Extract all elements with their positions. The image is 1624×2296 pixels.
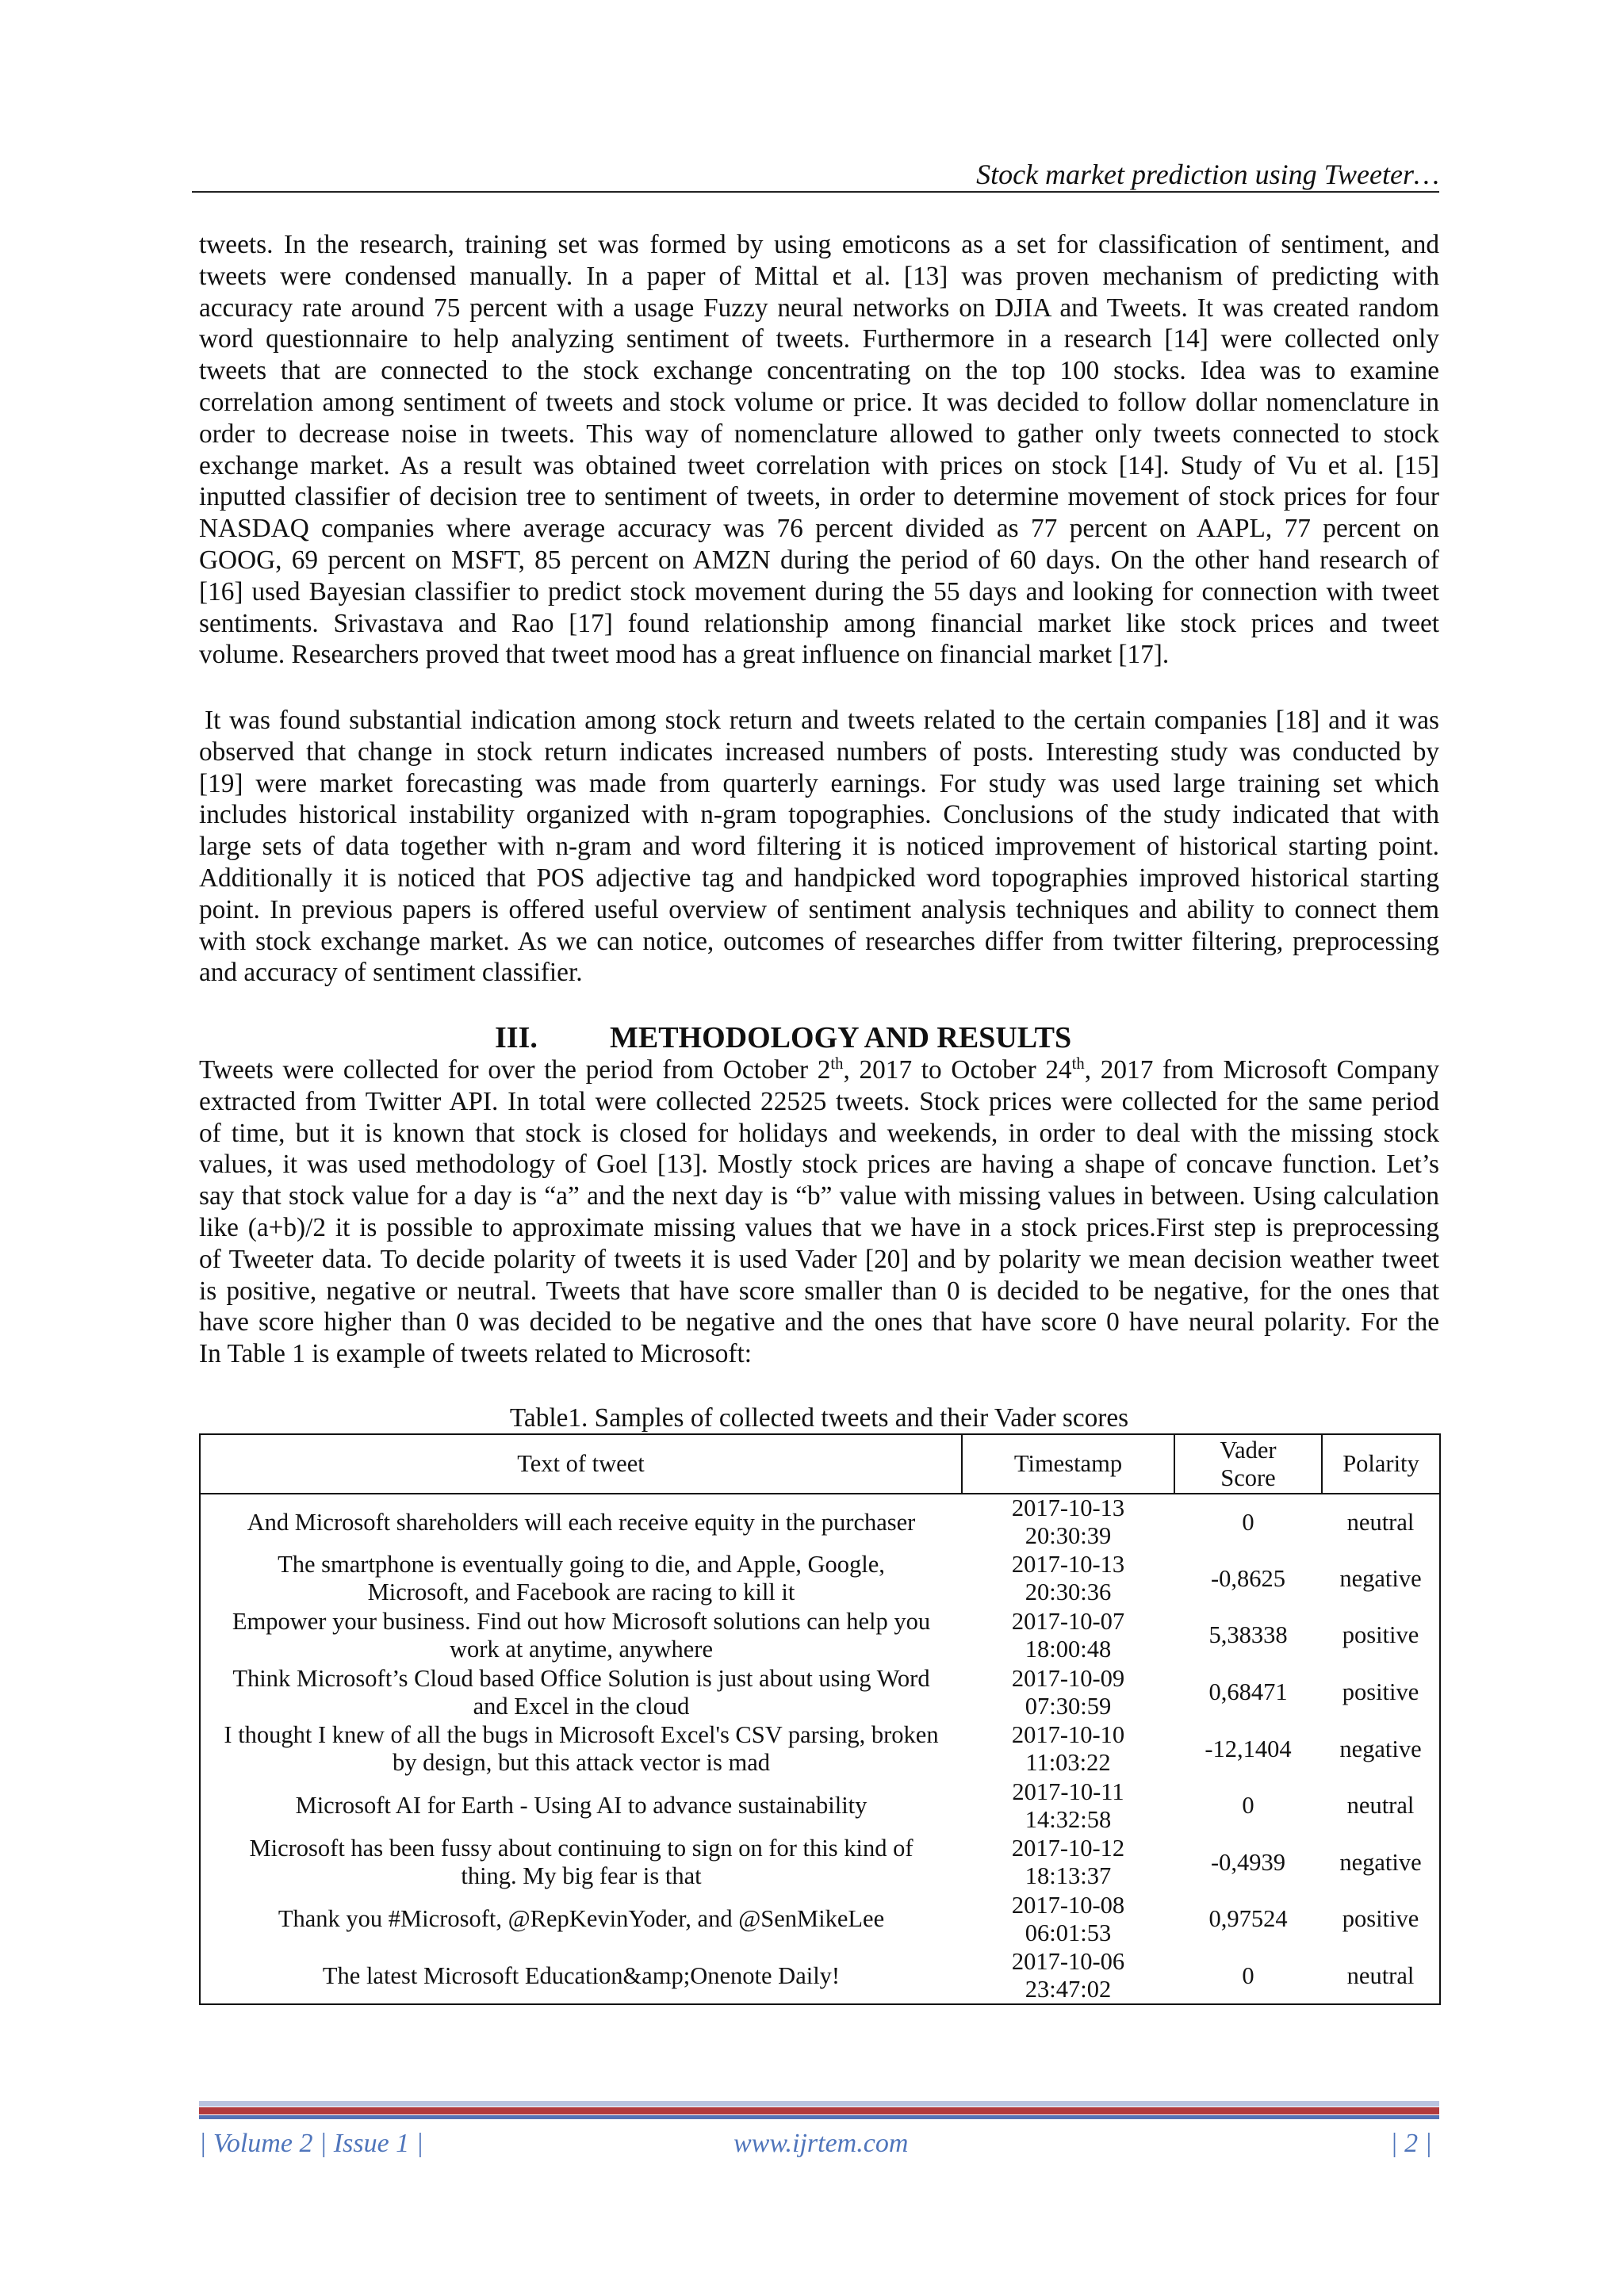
cell-vader-score: 0	[1242, 1792, 1254, 1820]
text-line: have score higher than 0 was decided to be negative and the ones that have score 0 have neural polarity. For the	[199, 1307, 1439, 1337]
tweet-text-line: And Microsoft shareholders will each receive equity in the purchaser	[247, 1508, 916, 1536]
footer-rule-red	[199, 2107, 1439, 2114]
timestamp-time: 18:00:48	[1025, 1635, 1112, 1663]
header-vader-score-line: Score	[1220, 1464, 1276, 1491]
cell-timestamp	[962, 1835, 1174, 1892]
table-row	[200, 1551, 1440, 1608]
running-title: Stock market prediction using Tweeter…	[976, 159, 1439, 190]
text-line: [16] used Bayesian classifier to predict stock movement during the 55 days and looking for connection with tweet	[199, 576, 1439, 607]
tweets-table	[199, 1433, 1441, 2005]
timestamp-date: 2017-10-11	[1012, 1777, 1124, 1805]
cell-polarity: negative	[1339, 1735, 1422, 1762]
cell-vader-score: -12,1404	[1205, 1735, 1292, 1762]
text-line: inputted classifier of decision tree to sentiment of tweets, in order to determine movement of stock prices for four	[199, 482, 1439, 512]
cell-tweet-text	[200, 1835, 962, 1892]
cell-tweet-text	[200, 1494, 962, 1551]
cell-vader-score: -0,8625	[1210, 1564, 1286, 1592]
header-vader-score	[1174, 1434, 1322, 1494]
timestamp-time: 23:47:02	[1025, 1976, 1112, 2003]
cell-polarity: positive	[1342, 1905, 1419, 1933]
cell-tweet-text	[200, 1664, 962, 1721]
timestamp-date: 2017-10-10	[1011, 1721, 1125, 1749]
tweet-text-line: I thought I knew of all the bugs in Microsoft Excel's CSV parsing, broken	[224, 1721, 939, 1749]
timestamp-time: 18:13:37	[1025, 1862, 1112, 1890]
text-line: tweets that are connected to the stock exchange concentrating on the top 100 stocks. Idea was to examine	[199, 356, 1439, 386]
table-row	[200, 1777, 1440, 1835]
paragraph-1	[199, 229, 1439, 671]
table-row	[200, 1664, 1440, 1721]
header-rule	[192, 191, 1439, 193]
text-segment: Tweets were collected for over the period from October 2	[199, 1055, 831, 1085]
cell-timestamp	[962, 1948, 1174, 2005]
table-row	[200, 1494, 1440, 1551]
cell-timestamp	[962, 1664, 1174, 1721]
cell-timestamp	[962, 1777, 1174, 1835]
tweet-text-line: The smartphone is eventually going to die, and Apple, Google,	[278, 1551, 885, 1578]
footer-volume-issue: | Volume 2 | Issue 1 |	[199, 2129, 424, 2158]
footer-rule-light	[199, 2101, 1439, 2107]
tweet-text-line: work at anytime, anywhere	[450, 1635, 713, 1663]
text-line: exchange market. As a result was obtained tweet correlation with prices on stock [14]. Study of Vu et al. [15]	[199, 450, 1439, 480]
cell-polarity: neutral	[1346, 1961, 1415, 1989]
footer-rule-blue	[199, 2115, 1439, 2119]
superscript: th	[1071, 1054, 1085, 1073]
table-row	[200, 1607, 1440, 1664]
text-line: observed that change in stock return indicates increased numbers of posts. Interesting study was conducted by	[199, 737, 1439, 767]
cell-polarity: neutral	[1346, 1792, 1415, 1820]
section-title: METHODOLOGY AND RESULTS	[610, 1021, 1072, 1054]
cell-timestamp	[962, 1494, 1174, 1551]
text-line: like (a+b)/2 it is possible to approximate missing values that we have in a stock prices.First step is preprocessing	[199, 1212, 1439, 1242]
text-line: NASDAQ companies where average accuracy was 76 percent divided as 77 percent on AAPL, 77 percent on	[199, 514, 1439, 544]
timestamp-date: 2017-10-09	[1011, 1664, 1125, 1692]
tweet-text-line: and Excel in the cloud	[473, 1692, 690, 1720]
tweet-text-line: The latest Microsoft Education&amp;Onenote Daily!	[322, 1961, 841, 1989]
text-line: GOOG, 69 percent on MSFT, 85 percent on AMZN during the period of 60 days. On the other hand research of	[199, 545, 1439, 575]
timestamp-date: 2017-10-13	[1011, 1551, 1125, 1578]
header-text-of-tweet: Text of tweet	[200, 1434, 962, 1494]
cell-vader-score: 0,97524	[1208, 1905, 1288, 1933]
cell-polarity: negative	[1339, 1848, 1422, 1876]
text-line: Additionally it is noticed that POS adjective tag and handpicked word topographies improved historical starting	[199, 863, 1439, 893]
text-line: sentiments. Srivastava and Rao [17] found relationship among financial market like stock prices and tweet	[199, 608, 1439, 638]
text-line: values, it was used methodology of Goel [13]. Mostly stock prices are having a shape of concave function. Let’s	[199, 1150, 1439, 1180]
cell-polarity: negative	[1339, 1564, 1422, 1592]
table-row	[200, 1835, 1440, 1892]
text-line: tweets. In the research, training set was formed by using emoticons as a set for classification of sentiment, and	[199, 230, 1439, 259]
timestamp-time: 14:32:58	[1025, 1805, 1112, 1833]
header-timestamp: Timestamp	[962, 1434, 1174, 1494]
tweet-text-line: Microsoft, and Facebook are racing to kill it	[367, 1578, 795, 1606]
text-line: of time, but it is known that stock is closed for holidays and weekends, in order to deal with the missing stock	[199, 1118, 1439, 1148]
footer-website: www.ijrtem.com	[733, 2129, 909, 2158]
tweet-text-line: thing. My big fear is that	[461, 1862, 702, 1890]
section-heading	[0, 1021, 1624, 1054]
cell-timestamp	[962, 1551, 1174, 1608]
tweet-text-line: Thank you #Microsoft, @RepKevinYoder, and @SenMikeLee	[278, 1905, 885, 1933]
cell-timestamp	[962, 1720, 1174, 1777]
table-body	[200, 1494, 1440, 2004]
cell-polarity: positive	[1342, 1678, 1419, 1706]
text-line: [19] were market forecasting was made from quarterly earnings. For study was used large training set which	[199, 768, 1439, 798]
text-line: correlation among sentiment of tweets and stock volume or price. It was decided to follow dollar nomenclature in	[199, 387, 1439, 417]
tweet-text-line: Empower your business. Find out how Microsoft solutions can help you	[232, 1607, 931, 1635]
timestamp-time: 07:30:59	[1025, 1692, 1112, 1720]
text-line: accuracy rate around 75 percent with a usage Fuzzy neural networks on DJIA and Tweets. It was created random	[199, 293, 1439, 323]
text-line: is positive, negative or neutral. Tweets that have score smaller than 0 is decided to be negative, for the ones that	[199, 1276, 1439, 1306]
text-line: It was found substantial indication among stock return and tweets related to the certain companies [18] and it was	[205, 706, 1439, 735]
text-line: tweets were condensed manually. In a paper of Mittal et al. [13] was proven mechanism of predicting with	[199, 261, 1439, 291]
header-vader-score-line: Vader	[1220, 1436, 1277, 1464]
tweet-text-line: by design, but this attack vector is mad	[392, 1749, 771, 1777]
timestamp-date: 2017-10-06	[1011, 1948, 1125, 1976]
cell-tweet-text	[200, 1777, 962, 1835]
tweet-text-line: Microsoft has been fussy about continuing to sign on for this kind of	[249, 1835, 914, 1862]
timestamp-date: 2017-10-13	[1011, 1494, 1125, 1522]
footer-page-number: | 2 |	[1390, 2129, 1432, 2158]
text-line: large sets of data together with n-gram and word filtering it is noticed improvement of historical starting point.	[199, 832, 1439, 862]
text-segment: , 2017 from Microsoft Company	[1084, 1055, 1439, 1085]
table-header-row	[200, 1434, 1440, 1494]
text-line: volume. Researchers proved that tweet mood has a great influence on financial market [17].	[199, 640, 1170, 670]
paragraph-2	[199, 705, 1439, 989]
cell-polarity: positive	[1342, 1621, 1419, 1649]
text-line: order to decrease noise in tweets. This way of nomenclature allowed to gather only tweets connected to stock	[199, 419, 1439, 449]
text-line: word questionnaire to help analyzing sentiment of tweets. Furthermore in a research [14] were collected only	[199, 324, 1439, 354]
superscript: th	[830, 1054, 844, 1073]
cell-timestamp	[962, 1607, 1174, 1664]
text-line: In Table 1 is example of tweets related to Microsoft:	[199, 1339, 753, 1369]
cell-tweet-text	[200, 1607, 962, 1664]
text-line: say that stock value for a day is “a” and the next day is “b” value with missing values in between. Using calculation	[199, 1181, 1439, 1211]
paragraph-3	[199, 1054, 1439, 1370]
cell-tweet-text	[200, 1551, 962, 1608]
cell-vader-score: 0	[1242, 1508, 1254, 1536]
cell-tweet-text	[200, 1720, 962, 1777]
section-number: III.	[495, 1021, 538, 1054]
header-polarity: Polarity	[1322, 1434, 1440, 1494]
cell-vader-score: 5,38338	[1208, 1621, 1288, 1649]
cell-timestamp	[962, 1891, 1174, 1948]
tweet-text-line: Microsoft AI for Earth - Using AI to advance sustainability	[295, 1792, 868, 1820]
text-line: and accuracy of sentiment classifier.	[199, 958, 583, 988]
table-caption: Table1. Samples of collected tweets and their Vader scores	[509, 1403, 1129, 1433]
timestamp-time: 06:01:53	[1025, 1919, 1112, 1946]
text-segment: , 2017 to October 24	[843, 1055, 1072, 1085]
text-line: with stock exchange market. As we can notice, outcomes of researches differ from twitter filtering, preprocessing	[199, 926, 1439, 956]
table-row	[200, 1891, 1440, 1948]
timestamp-date: 2017-10-07	[1011, 1607, 1125, 1635]
table-row	[200, 1720, 1440, 1777]
cell-vader-score: 0,68471	[1208, 1678, 1288, 1706]
timestamp-time: 11:03:22	[1025, 1749, 1111, 1777]
cell-tweet-text	[200, 1948, 962, 2005]
text-line: of Tweeter data. To decide polarity of tweets it is used Vader [20] and by polarity we mean decision weather tweet	[199, 1244, 1439, 1274]
text-line: extracted from Twitter API. In total were collected 22525 tweets. Stock prices were collected for the same period	[199, 1086, 1439, 1116]
text-line	[199, 1054, 1439, 1086]
cell-polarity: neutral	[1346, 1508, 1415, 1536]
text-line: includes historical instability organized with n-gram topographies. Conclusions of the study indicated that with	[199, 800, 1439, 830]
timestamp-time: 20:30:36	[1025, 1578, 1112, 1606]
cell-tweet-text	[200, 1891, 962, 1948]
cell-vader-score: 0	[1242, 1961, 1254, 1989]
timestamp-time: 20:30:39	[1025, 1522, 1112, 1550]
tweet-text-line: Think Microsoft’s Cloud based Office Solution is just about using Word	[232, 1664, 930, 1692]
cell-vader-score: -0,4939	[1210, 1848, 1286, 1876]
text-line: point. In previous papers is offered useful overview of sentiment analysis techniques and ability to connect them	[199, 894, 1439, 924]
table-row	[200, 1948, 1440, 2005]
timestamp-date: 2017-10-12	[1011, 1835, 1125, 1862]
timestamp-date: 2017-10-08	[1011, 1891, 1125, 1919]
